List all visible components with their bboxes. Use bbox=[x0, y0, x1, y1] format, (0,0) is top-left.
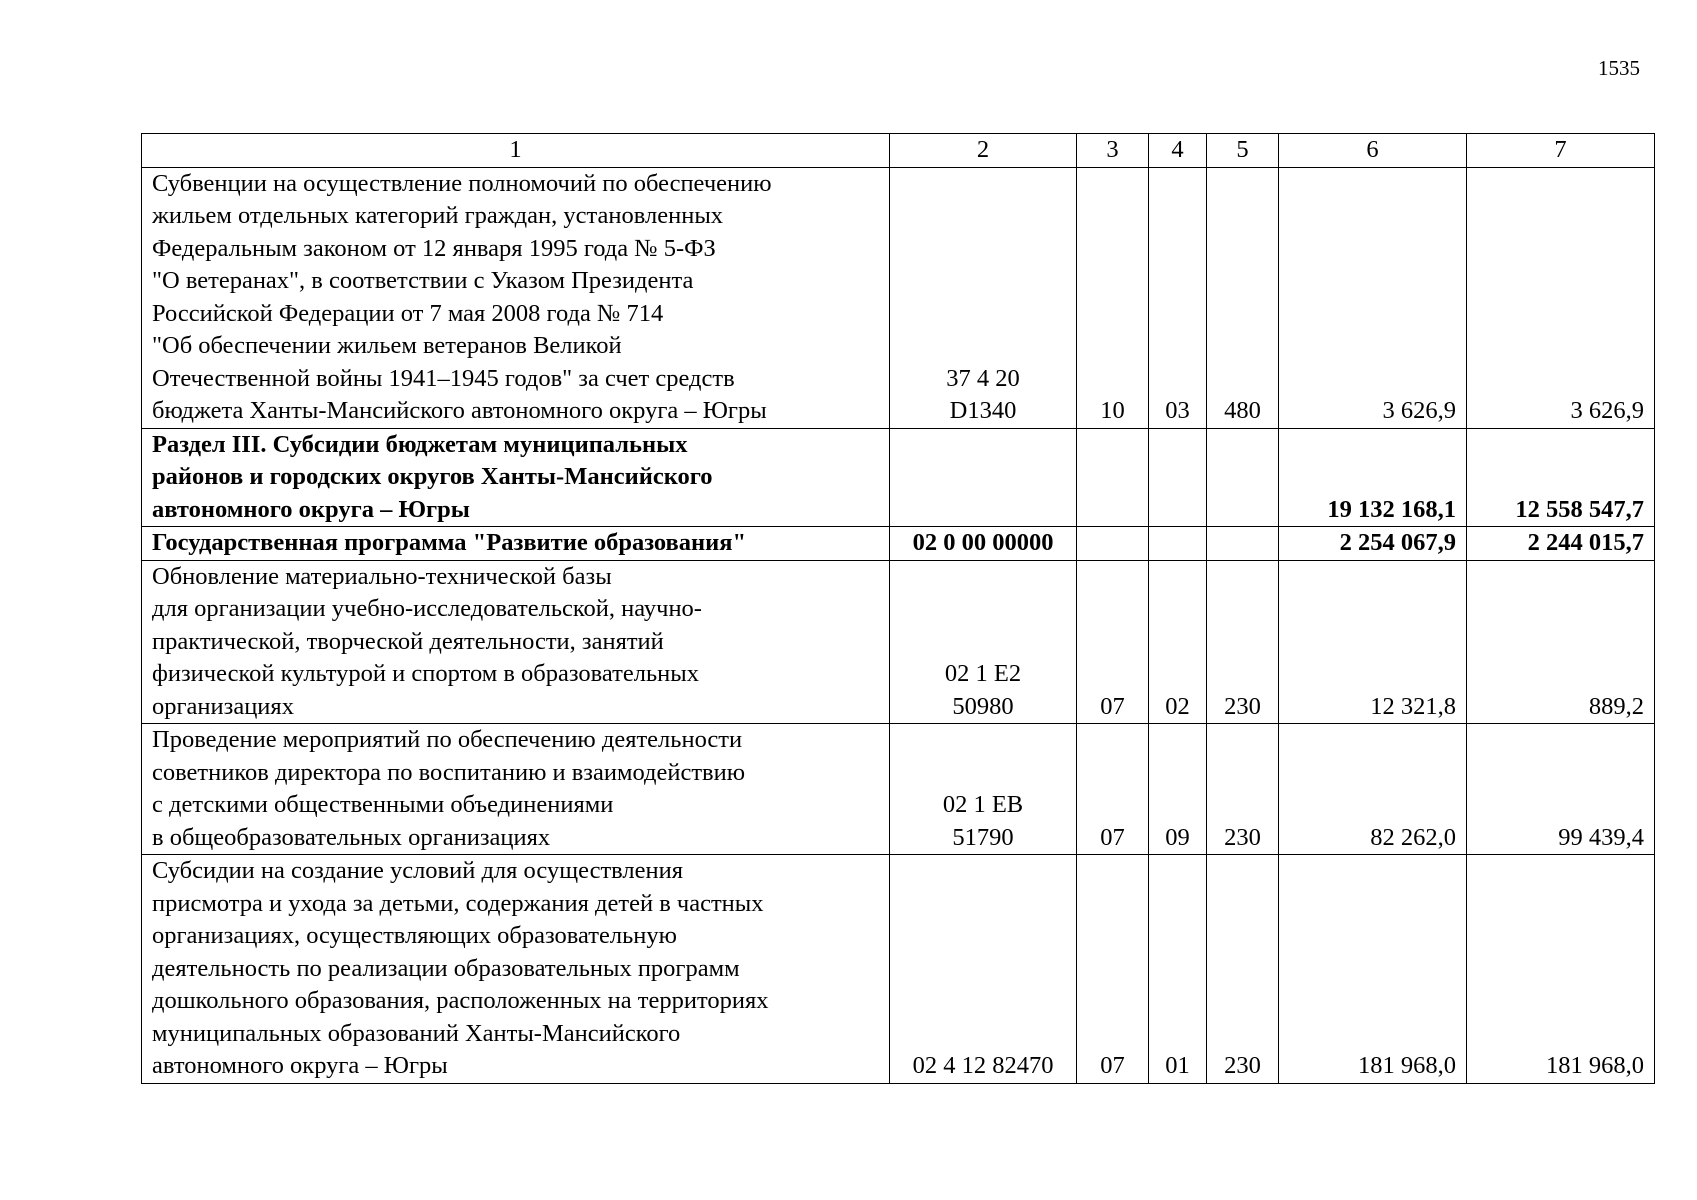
row-code-cell bbox=[890, 560, 1077, 724]
row-name-line: Проведение мероприятий по обеспечению деятельности bbox=[152, 726, 743, 753]
row-code-line: 37 4 20 bbox=[946, 364, 1020, 392]
row-amount-c7-cell: 2 244 015,7 bbox=[1467, 527, 1655, 561]
header-cell-6: 6 bbox=[1279, 134, 1467, 168]
row-code-cell bbox=[890, 428, 1077, 527]
row-name-line: организациях bbox=[152, 692, 294, 720]
row-name-line: Федеральным законом от 12 января 1995 года № 5-ФЗ bbox=[152, 234, 716, 262]
table-row bbox=[142, 428, 1655, 527]
row-name-line: деятельность по реализации образовательных программ bbox=[152, 954, 740, 982]
row-amount-c7-cell: 3 626,9 bbox=[1467, 167, 1655, 428]
row-code-line: 51790 bbox=[952, 823, 1014, 851]
row-c5-cell bbox=[1207, 428, 1279, 527]
row-name-line: "Об обеспечении жильем ветеранов Великой bbox=[152, 332, 622, 359]
table-row bbox=[142, 167, 1655, 428]
table-header-row bbox=[142, 134, 1655, 168]
row-code-line: 02 0 00 00000 bbox=[912, 529, 1054, 556]
row-c5-cell: 230 bbox=[1207, 724, 1279, 855]
row-name-line: Субсидии на создание условий для осуществления bbox=[152, 857, 683, 884]
row-name-line: жильем отдельных категорий граждан, установленных bbox=[152, 202, 724, 229]
row-code-line: D1340 bbox=[949, 397, 1017, 424]
row-c4-cell: 01 bbox=[1149, 855, 1207, 1084]
table-row bbox=[142, 527, 1655, 561]
row-name-line: районов и городских округов Ханты-Мансийского bbox=[152, 463, 713, 490]
table-row bbox=[142, 560, 1655, 724]
row-c3-cell: 07 bbox=[1077, 560, 1149, 724]
row-c4-cell: 03 bbox=[1149, 167, 1207, 428]
row-code-cell bbox=[890, 527, 1077, 561]
row-name-line: для организации учебно-исследовательской, научно- bbox=[152, 595, 702, 622]
row-name-line: Российской Федерации от 7 мая 2008 года № 714 bbox=[152, 299, 664, 327]
row-name-cell bbox=[142, 855, 890, 1084]
row-name-line: организациях, осуществляющих образовательную bbox=[152, 922, 677, 949]
row-name-line: бюджета Ханты-Мансийского автономного округа – Югры bbox=[152, 397, 767, 424]
row-c5-cell: 480 bbox=[1207, 167, 1279, 428]
row-name-cell bbox=[142, 167, 890, 428]
row-amount-c6-cell: 12 321,8 bbox=[1279, 560, 1467, 724]
row-c4-cell: 02 bbox=[1149, 560, 1207, 724]
row-name-line: с детскими общественными объединениями bbox=[152, 791, 614, 818]
row-name-line: автономного округа – Югры bbox=[152, 495, 470, 523]
row-c3-cell bbox=[1077, 428, 1149, 527]
row-amount-c7-cell: 99 439,4 bbox=[1467, 724, 1655, 855]
row-code-line: 02 1 ЕВ bbox=[942, 791, 1024, 818]
row-c5-cell: 230 bbox=[1207, 855, 1279, 1084]
row-name-cell bbox=[142, 428, 890, 527]
header-cell-4: 4 bbox=[1149, 134, 1207, 168]
row-name-line: "О ветеранах", в соответствии с Указом Президента bbox=[152, 267, 694, 294]
row-name-cell bbox=[142, 560, 890, 724]
table-row bbox=[142, 855, 1655, 1084]
row-amount-c6-cell: 2 254 067,9 bbox=[1279, 527, 1467, 561]
row-amount-c6-cell: 181 968,0 bbox=[1279, 855, 1467, 1084]
row-c4-cell bbox=[1149, 428, 1207, 527]
row-name-line: муниципальных образований Ханты-Мансийского bbox=[152, 1019, 681, 1047]
row-code-cell bbox=[890, 855, 1077, 1084]
row-code-cell bbox=[890, 724, 1077, 855]
budget-table bbox=[141, 133, 1655, 1084]
row-name-line: присмотра и ухода за детьми, содержания детей в частных bbox=[152, 889, 764, 917]
row-name-line: практической, творческой деятельности, занятий bbox=[152, 627, 664, 655]
row-code-line: 50980 bbox=[952, 692, 1014, 720]
page-number: 1535 bbox=[1598, 56, 1640, 80]
row-name-line: советников директора по воспитанию и взаимодействию bbox=[152, 758, 746, 786]
row-amount-c6-cell: 19 132 168,1 bbox=[1279, 428, 1467, 527]
row-name-line: физической культурой и спортом в образовательных bbox=[152, 660, 699, 687]
header-cell-1: 1 bbox=[142, 134, 890, 168]
row-c4-cell bbox=[1149, 527, 1207, 561]
row-name-line: Отечественной войны 1941–1945 годов" за счет средств bbox=[152, 364, 735, 392]
row-code-cell bbox=[890, 167, 1077, 428]
row-name-cell bbox=[142, 527, 890, 561]
row-name-line: Раздел III. Субсидии бюджетам муниципальных bbox=[152, 430, 688, 458]
row-amount-c7-cell: 181 968,0 bbox=[1467, 855, 1655, 1084]
row-c3-cell: 10 bbox=[1077, 167, 1149, 428]
row-c3-cell: 07 bbox=[1077, 855, 1149, 1084]
row-c3-cell bbox=[1077, 527, 1149, 561]
header-cell-2: 2 bbox=[890, 134, 1077, 168]
row-name-line: Субвенции на осуществление полномочий по обеспечению bbox=[152, 169, 772, 197]
row-c4-cell: 09 bbox=[1149, 724, 1207, 855]
row-amount-c7-cell: 12 558 547,7 bbox=[1467, 428, 1655, 527]
header-cell-7: 7 bbox=[1467, 134, 1655, 168]
row-name-line: дошкольного образования, расположенных на территориях bbox=[152, 987, 769, 1014]
row-amount-c7-cell: 889,2 bbox=[1467, 560, 1655, 724]
row-c3-cell: 07 bbox=[1077, 724, 1149, 855]
header-cell-3: 3 bbox=[1077, 134, 1149, 168]
row-amount-c6-cell: 82 262,0 bbox=[1279, 724, 1467, 855]
table-row bbox=[142, 724, 1655, 855]
row-c5-cell bbox=[1207, 527, 1279, 561]
row-code-line: 02 4 12 82470 bbox=[912, 1052, 1054, 1079]
row-name-line: Государственная программа "Развитие образования" bbox=[152, 529, 747, 556]
row-name-line: Обновление материально-технической базы bbox=[152, 562, 612, 590]
row-name-cell bbox=[142, 724, 890, 855]
row-c5-cell: 230 bbox=[1207, 560, 1279, 724]
row-amount-c6-cell: 3 626,9 bbox=[1279, 167, 1467, 428]
header-cell-5: 5 bbox=[1207, 134, 1279, 168]
row-name-line: в общеобразовательных организациях bbox=[152, 823, 551, 851]
row-code-line: 02 1 Е2 bbox=[944, 660, 1022, 687]
row-name-line: автономного округа – Югры bbox=[152, 1052, 448, 1079]
